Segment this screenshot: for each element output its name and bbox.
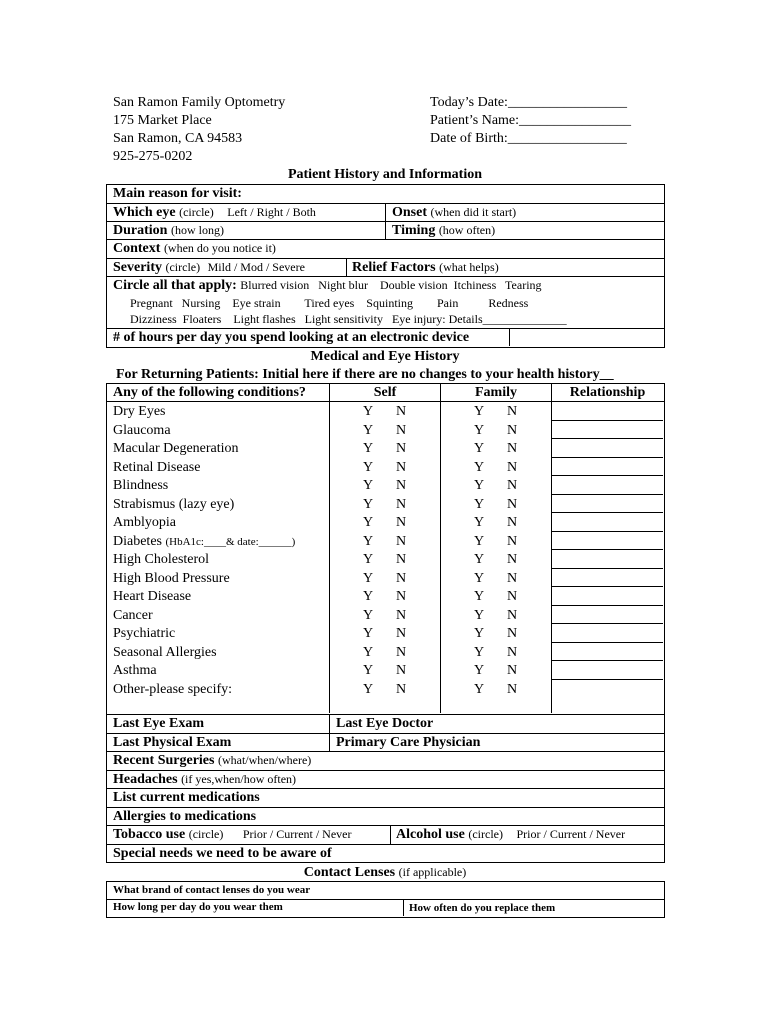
alcohol-use-hint: (circle) xyxy=(468,827,503,841)
condition-row xyxy=(106,570,663,588)
condition-row xyxy=(106,644,663,662)
self-no-option[interactable]: N xyxy=(396,460,407,475)
self-yes-option[interactable]: Y xyxy=(363,571,374,586)
family-no-option[interactable]: N xyxy=(507,663,518,678)
relationship-input[interactable] xyxy=(552,459,662,477)
family-yes-option[interactable]: Y xyxy=(474,441,485,456)
alcohol-use-options[interactable]: Prior / Current / Never xyxy=(516,827,626,841)
onset-label: Onset xyxy=(392,205,427,220)
family-no-option[interactable]: N xyxy=(507,645,518,660)
headaches-field[interactable] xyxy=(113,773,296,787)
self-yes-option[interactable]: Y xyxy=(363,608,374,623)
self-yes-option[interactable]: Y xyxy=(363,663,374,678)
self-yes-option[interactable]: Y xyxy=(363,645,374,660)
relationship-input[interactable] xyxy=(552,681,662,699)
self-yes-option[interactable]: Y xyxy=(363,515,374,530)
self-no-option[interactable]: N xyxy=(396,497,407,512)
contact-brand-field[interactable]: What brand of contact lenses do you wear xyxy=(113,884,311,896)
self-no-option[interactable]: N xyxy=(396,663,407,678)
relationship-input[interactable] xyxy=(552,570,662,588)
family-no-option[interactable]: N xyxy=(507,441,518,456)
relationship-input[interactable] xyxy=(552,422,662,440)
family-no-option[interactable]: N xyxy=(507,626,518,641)
family-yes-option[interactable]: Y xyxy=(474,534,485,549)
last-eye-doctor-field[interactable]: Last Eye Doctor xyxy=(336,716,434,731)
main-reason-label[interactable]: Main reason for visit: xyxy=(113,186,242,201)
self-yes-option[interactable]: Y xyxy=(363,478,374,493)
family-yes-option[interactable]: Y xyxy=(474,404,485,419)
condition-label: Cancer xyxy=(113,608,153,623)
family-yes-option[interactable]: Y xyxy=(474,645,485,660)
tobacco-use-label: Tobacco use xyxy=(113,827,186,842)
self-yes-option[interactable]: Y xyxy=(363,423,374,438)
condition-row xyxy=(106,477,663,495)
relationship-input[interactable] xyxy=(552,625,662,643)
patient-name-field[interactable]: Patient’s Name:________________ xyxy=(430,113,632,128)
col-header-family: Family xyxy=(475,385,517,400)
recent-surgeries-field[interactable] xyxy=(113,754,311,768)
duration-hint: (how long) xyxy=(170,223,224,237)
duration-label: Duration xyxy=(113,223,168,238)
special-needs-field[interactable]: Special needs we need to be aware of xyxy=(113,846,332,861)
family-yes-option[interactable]: Y xyxy=(474,571,485,586)
self-no-option[interactable]: N xyxy=(396,552,407,567)
onset-hint: (when did it start) xyxy=(430,205,517,219)
condition-label: Heart Disease xyxy=(113,589,192,604)
condition-row xyxy=(106,496,663,514)
practice-name: San Ramon Family Optometry xyxy=(113,95,286,110)
self-yes-option[interactable]: Y xyxy=(363,404,374,419)
relationship-input[interactable] xyxy=(552,514,662,532)
practice-address-line2: San Ramon, CA 94583 xyxy=(113,131,243,146)
relationship-input[interactable] xyxy=(552,662,662,680)
condition-label: High Cholesterol xyxy=(113,552,210,567)
recent-surgeries-label: Recent Surgeries xyxy=(113,753,215,768)
condition-label: Dry Eyes xyxy=(113,404,166,419)
col-header-self: Self xyxy=(373,385,397,400)
section-title-patient-history: Patient History and Information xyxy=(287,167,483,182)
last-physical-field[interactable]: Last Physical Exam xyxy=(113,735,232,750)
condition-row xyxy=(106,551,663,569)
timing-hint: (how often) xyxy=(438,223,496,237)
self-no-option[interactable]: N xyxy=(396,626,407,641)
which-eye-field[interactable] xyxy=(113,206,316,220)
self-yes-option[interactable]: Y xyxy=(363,534,374,549)
circle-all-row1 xyxy=(113,279,542,293)
self-no-option[interactable]: N xyxy=(396,571,407,586)
family-yes-option[interactable]: Y xyxy=(474,423,485,438)
condition-row xyxy=(106,588,663,606)
condition-label: High Blood Pressure xyxy=(113,571,230,586)
condition-label: Other-please specify: xyxy=(113,682,233,697)
which-eye-hint: (circle) xyxy=(179,205,214,219)
family-yes-option[interactable]: Y xyxy=(474,515,485,530)
col-header-relationship: Relationship xyxy=(569,385,646,400)
condition-label: Amblyopia xyxy=(113,515,176,530)
family-no-option[interactable]: N xyxy=(507,478,518,493)
recent-surgeries-hint: (what/when/where) xyxy=(217,753,312,767)
severity-options[interactable]: Mild / Mod / Severe xyxy=(207,260,305,274)
symptom-options-line3[interactable]: Dizziness Floaters Light flashes Light sensitivity Eye injury: Details______________ xyxy=(130,312,567,326)
condition-label: Seasonal Allergies xyxy=(113,645,217,660)
condition-row xyxy=(106,662,663,680)
condition-row xyxy=(106,514,663,532)
family-yes-option[interactable]: Y xyxy=(474,626,485,641)
timing-label: Timing xyxy=(392,223,436,238)
condition-row xyxy=(106,403,663,421)
alcohol-use-field[interactable] xyxy=(396,828,625,842)
condition-label: Asthma xyxy=(113,663,157,678)
contact-lenses-hint: (if applicable) xyxy=(398,865,467,879)
tobacco-use-hint: (circle) xyxy=(188,827,224,841)
context-field[interactable] xyxy=(113,242,276,256)
family-no-option[interactable]: N xyxy=(507,608,518,623)
date-of-birth-field[interactable]: Date of Birth:_________________ xyxy=(430,131,627,146)
self-no-option[interactable]: N xyxy=(396,478,407,493)
contact-lenses-title: Contact Lenses xyxy=(303,865,396,880)
condition-row xyxy=(106,459,663,477)
self-no-option[interactable]: N xyxy=(396,404,407,419)
family-no-option[interactable]: N xyxy=(507,571,518,586)
headaches-hint: (if yes,when/how often) xyxy=(181,772,297,786)
self-yes-option[interactable]: Y xyxy=(363,626,374,641)
self-yes-option[interactable]: Y xyxy=(363,589,374,604)
relationship-input[interactable] xyxy=(552,477,662,495)
self-no-option[interactable]: N xyxy=(396,645,407,660)
practice-phone: 925-275-0202 xyxy=(113,149,193,164)
condition-row xyxy=(106,625,663,643)
condition-label: Psychiatric xyxy=(113,626,176,641)
relationship-input[interactable] xyxy=(552,607,662,625)
condition-label-text: Diabetes xyxy=(113,534,162,549)
severity-label: Severity xyxy=(113,260,162,275)
context-hint: (when do you notice it) xyxy=(163,241,276,255)
relationship-input[interactable] xyxy=(552,440,662,458)
relationship-input[interactable] xyxy=(552,588,662,606)
family-no-option[interactable]: N xyxy=(507,552,518,567)
col-header-conditions: Any of the following conditions? xyxy=(113,385,306,400)
self-yes-option[interactable]: Y xyxy=(363,552,374,567)
returning-patient-initial[interactable]: For Returning Patients: Initial here if there are no changes to your health history__ xyxy=(116,367,614,382)
symptom-options-line2[interactable]: Pregnant Nursing Eye strain Tired eyes Squinting Pain Redness xyxy=(130,296,529,310)
screen-hours-label: # of hours per day you spend looking at an electronic device xyxy=(113,330,470,345)
family-yes-option[interactable]: Y xyxy=(474,589,485,604)
medication-allergies-field[interactable]: Allergies to medications xyxy=(113,809,257,824)
self-yes-option[interactable]: Y xyxy=(363,497,374,512)
self-no-option[interactable]: N xyxy=(396,441,407,456)
todays-date-field[interactable]: Today’s Date:_________________ xyxy=(430,95,627,110)
relationship-input[interactable] xyxy=(552,533,662,551)
family-no-option[interactable]: N xyxy=(507,404,518,419)
timing-field[interactable] xyxy=(392,224,495,238)
relationship-input[interactable] xyxy=(552,403,662,421)
self-no-option[interactable]: N xyxy=(396,589,407,604)
family-no-option[interactable]: N xyxy=(507,682,518,697)
family-no-option[interactable]: N xyxy=(507,497,518,512)
condition-label: Retinal Disease xyxy=(113,460,201,475)
condition-label xyxy=(113,534,295,550)
self-yes-option[interactable]: Y xyxy=(363,682,374,697)
duration-field[interactable] xyxy=(113,224,224,238)
family-yes-option[interactable]: Y xyxy=(474,608,485,623)
family-yes-option[interactable]: Y xyxy=(474,682,485,697)
family-yes-option[interactable]: Y xyxy=(474,663,485,678)
practice-address-line1: 175 Market Place xyxy=(113,113,212,128)
condition-row xyxy=(106,607,663,625)
relationship-input[interactable] xyxy=(552,644,662,662)
primary-care-field[interactable]: Primary Care Physician xyxy=(336,735,481,750)
contact-replace-frequency-field[interactable]: How often do you replace them xyxy=(409,902,556,914)
condition-label: Strabismus (lazy eye) xyxy=(113,497,235,512)
condition-row xyxy=(106,681,663,699)
current-medications-field[interactable]: List current medications xyxy=(113,790,260,805)
tobacco-use-field[interactable] xyxy=(113,828,352,842)
circle-all-label: Circle all that apply: xyxy=(113,278,237,293)
family-yes-option[interactable]: Y xyxy=(474,460,485,475)
family-yes-option[interactable]: Y xyxy=(474,497,485,512)
which-eye-label: Which eye xyxy=(113,205,176,220)
alcohol-use-label: Alcohol use xyxy=(396,827,465,842)
self-no-option[interactable]: N xyxy=(396,608,407,623)
condition-row xyxy=(106,422,663,440)
tobacco-use-options[interactable]: Prior / Current / Never xyxy=(242,827,352,841)
relationship-input[interactable] xyxy=(552,496,662,514)
severity-hint: (circle) xyxy=(165,260,201,274)
family-yes-option[interactable]: Y xyxy=(474,552,485,567)
self-yes-option[interactable]: Y xyxy=(363,441,374,456)
headaches-label: Headaches xyxy=(113,772,178,787)
severity-field[interactable] xyxy=(113,261,305,275)
family-yes-option[interactable]: Y xyxy=(474,478,485,493)
condition-label: Blindness xyxy=(113,478,169,493)
self-yes-option[interactable]: Y xyxy=(363,460,374,475)
relief-factors-hint: (what helps) xyxy=(439,260,499,274)
condition-label: Macular Degeneration xyxy=(113,441,239,456)
family-no-option[interactable]: N xyxy=(507,515,518,530)
condition-label: Glaucoma xyxy=(113,423,171,438)
condition-row xyxy=(106,533,663,551)
symptom-options-line1[interactable]: Blurred vision Night blur Double vision Itchiness Tearing xyxy=(240,278,542,292)
screen-hours-input[interactable] xyxy=(510,329,663,346)
section-title-contact-lenses xyxy=(0,866,770,880)
self-no-option[interactable]: N xyxy=(396,515,407,530)
condition-row xyxy=(106,440,663,458)
onset-field[interactable] xyxy=(392,206,516,220)
which-eye-options[interactable]: Left / Right / Both xyxy=(227,205,316,219)
self-no-option[interactable]: N xyxy=(396,682,407,697)
self-no-option[interactable]: N xyxy=(396,423,407,438)
family-no-option[interactable]: N xyxy=(507,423,518,438)
relief-factors-label: Relief Factors xyxy=(352,260,436,275)
last-eye-exam-field[interactable]: Last Eye Exam xyxy=(113,716,204,731)
family-no-option[interactable]: N xyxy=(507,534,518,549)
self-no-option[interactable]: N xyxy=(396,534,407,549)
family-no-option[interactable]: N xyxy=(507,460,518,475)
section-title-medical-history: Medical and Eye History xyxy=(310,349,460,364)
diabetes-hba1c-field[interactable]: (HbA1c:____& date:______) xyxy=(165,536,296,548)
context-label: Context xyxy=(113,241,161,256)
relief-factors-field[interactable] xyxy=(352,261,499,275)
relationship-input[interactable] xyxy=(552,551,662,569)
contact-wear-duration-field[interactable]: How long per day do you wear them xyxy=(113,901,283,913)
family-no-option[interactable]: N xyxy=(507,589,518,604)
